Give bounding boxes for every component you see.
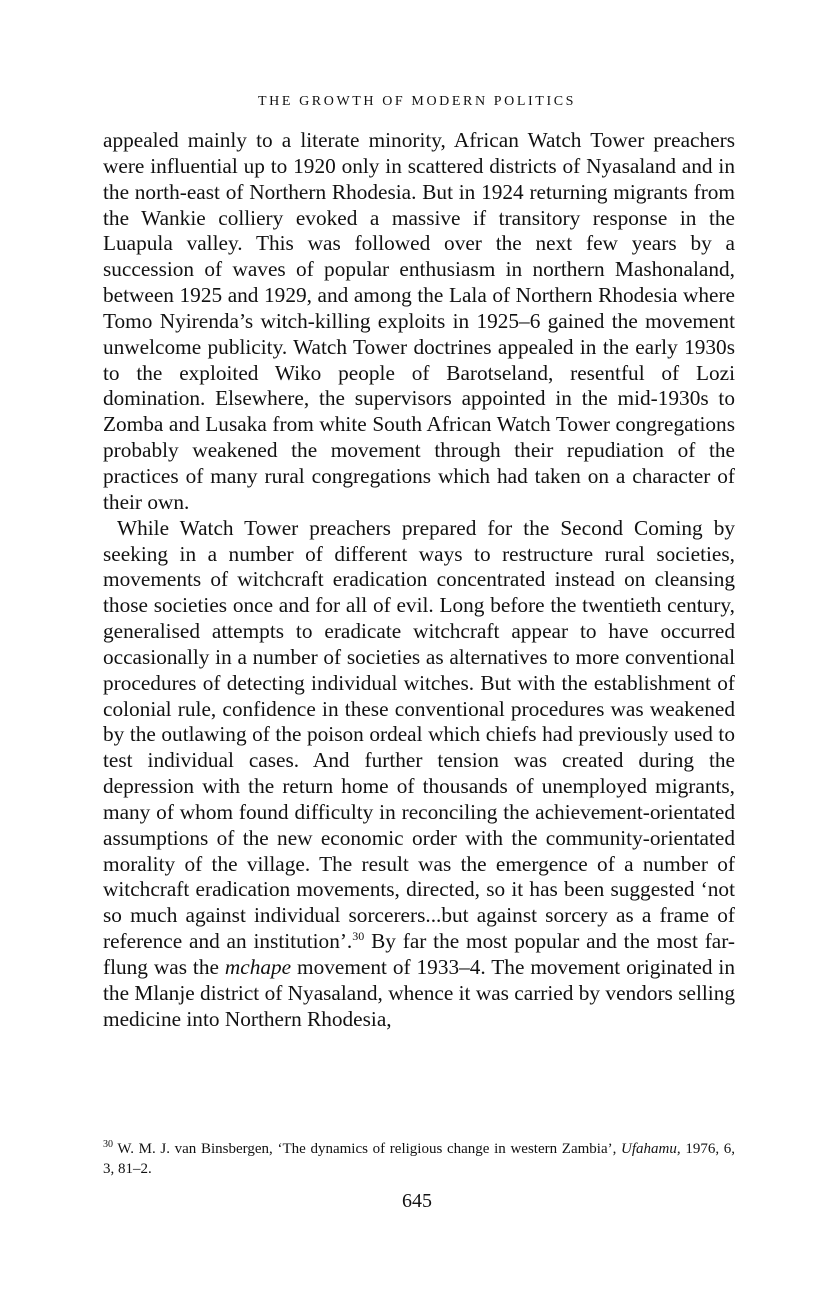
italic-term: mchape — [224, 955, 292, 979]
paragraph-2 — [103, 516, 735, 1033]
footnote-reference: 30 — [352, 929, 365, 944]
footnote — [103, 1139, 735, 1179]
footnote-author: W. M. J. van Binsbergen, ‘The dynamics of religious change in western Zambia’, — [113, 1141, 622, 1157]
paragraph-2-text-c: movement of 1933–4. The movement originated in the Mlanje district of Nyasaland, whence it was carried by vendors selling medicine into Northern Rhodesia, — [103, 955, 735, 1031]
footnote-details: , 1976, 6, 3, 81–2. — [103, 1141, 735, 1177]
paragraph-2-text-a: While Watch Tower preachers prepared for the Second Coming by seeking in a number of different ways to restructure rural societies, movements of witchcraft eradication concentrated instead on cleansing those societies once and for all of evil. Long before the twentieth century, generalised attempts to eradicate witchcraft appear to have occurred occasionally in a number of societies as alternatives to more conventional procedures of detecting individual witches. But with the establishment of colonial rule, confidence in these conventional procedures was weakened by the outlawing of the poison ordeal which chiefs had previously used to test individual cases. And further tension was created during the depression with the return home of thousands of unemployed migrants, many of whom found difficulty in reconciling the achievement-orientated assumptions of the new economic order with the community-orientated morality of the village. The result was the emergence of a number of witchcraft eradication movements, directed, so it has been suggested ‘not so much against individual sorcerers...but against sorcery as a frame of reference and an institution’. — [103, 515, 735, 954]
paragraph-1: appealed mainly to a literate minority, African Watch Tower preachers were influential up to 1920 only in scattered districts of Nyasaland and in the north-east of Northern Rhodesia. But in 1924 returning migrants from the Wankie colliery evoked a massive if transitory response in the Luapula valley. This was followed over the next few years by a succession of waves of popular enthusiasm in northern Mashonaland, between 1925 and 1929, and among the Lala of Northern Rhodesia where Tomo Nyirenda’s witch-killing exploits in 1925–6 gained the movement unwelcome publicity. Watch Tower doctrines appealed in the early 1930s to the exploited Wiko people of Barotseland, resentful of Lozi domination. Elsewhere, the supervisors appointed in the mid-1930s to Zomba and Lusaka from white South African Watch Tower congregations probably weakened the movement through their repudiation of the practices of many rural congregations which had taken on a character of their own. — [103, 128, 735, 514]
footnote-journal: Ufahamu — [621, 1141, 677, 1157]
footnote-number: 30 — [103, 1139, 113, 1150]
paragraph-2-text-b: By far the most popular and the most far-flung was the — [103, 929, 736, 979]
page-number: 645 — [402, 1190, 432, 1212]
running-head: THE GROWTH OF MODERN POLITICS — [257, 94, 577, 109]
body-text — [103, 128, 735, 1033]
